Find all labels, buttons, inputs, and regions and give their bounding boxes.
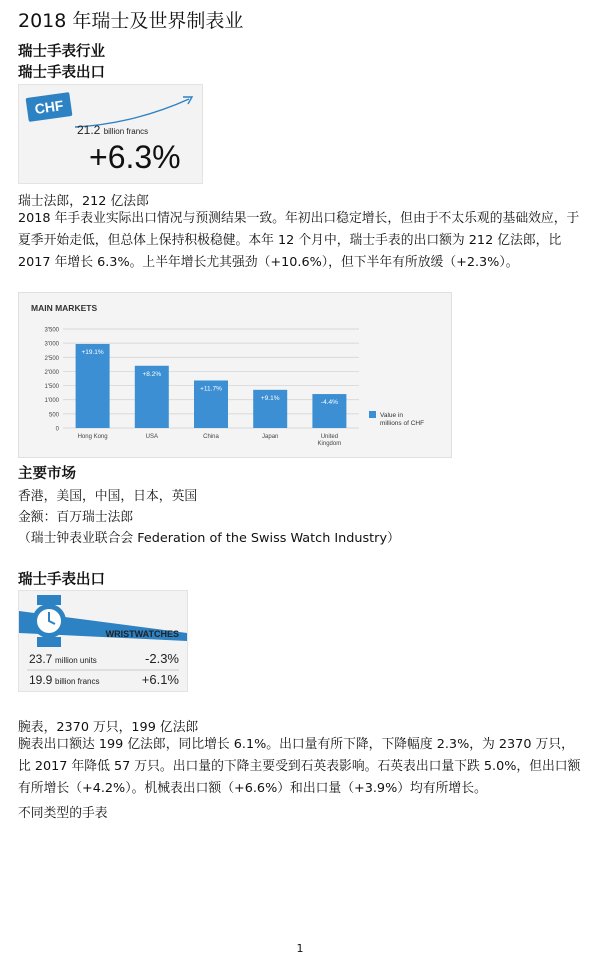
watch-caption: 腕表，2370 万只，199 亿法郎 xyxy=(18,720,199,735)
watch-paragraph: 腕表出口额达 199 亿法郎，同比增长 6.1%。出口量有所下降，下降幅度 2.3%，为 2370 万只，比 2017 年降低 57 万只。出口量的下降主要受到石英表影响。石英表出口量下跌 5.0%，但出口额有所增长（+4.2%）。机械表出口额（+6.6%）和出口量（+3.9%）均有所增长。 xyxy=(18,737,581,796)
bar-data-label: +9.1% xyxy=(260,394,280,402)
chf-amount-unit: billion francs xyxy=(103,127,149,136)
markets-list: 香港，美国，中国，日本，英国 xyxy=(18,489,198,504)
chf-badge: CHF xyxy=(26,92,73,122)
y-tick-label: 0 xyxy=(55,426,59,433)
units-change: -2.3% xyxy=(145,651,179,666)
chart-title: MAIN MARKETS xyxy=(31,303,98,313)
units-label: million units xyxy=(55,656,97,665)
wristwatches-figure xyxy=(18,590,188,692)
section-heading-industry: 瑞士手表行业 xyxy=(18,44,105,60)
chf-caption: 瑞士法郎，212 亿法郎 xyxy=(18,194,149,209)
legend-label: Value in xyxy=(380,412,404,419)
x-tick-label: United xyxy=(320,434,339,440)
x-tick-label: Japan xyxy=(262,434,279,440)
units-value: 23.7 xyxy=(29,652,53,666)
chf-amount xyxy=(77,123,148,137)
y-tick-label: 500 xyxy=(48,412,59,419)
page-number: 1 xyxy=(296,942,304,955)
bar-data-label: +19.1% xyxy=(81,348,104,356)
markets-heading: 主要市场 xyxy=(18,466,76,482)
y-tick-label: 1'000 xyxy=(44,398,59,405)
bar-data-label: +8.2% xyxy=(142,370,162,378)
watch-icon xyxy=(32,595,66,647)
chf-amount-value: 21.2 xyxy=(77,123,101,137)
chf-growth: +6.3% xyxy=(89,139,181,175)
y-tick-label: 3'000 xyxy=(44,341,59,348)
y-tick-label: 3'500 xyxy=(44,327,59,334)
exports-paragraph: 2018 年手表业实际出口情况与预测结果一致。年初出口稳定增长，但由于不太乐观的基础效应，于夏季开始走低，但总体上保持积极稳健。本年 12 个月中，瑞士手表的出口额为 212 亿法郎，比 2017 年增长 6.3%。上半年增长尤其强劲（+10.6%），但下半年有所放缓（+2.3%）。 xyxy=(18,211,580,270)
chf-export-figure xyxy=(18,84,203,184)
document-title: 2018 年瑞士及世界制表业 xyxy=(18,10,244,32)
wristwatches-title: WRISTWATCHES xyxy=(105,629,179,639)
main-markets-chart-svg xyxy=(19,293,451,457)
bar xyxy=(76,344,110,428)
x-tick-label: USA xyxy=(145,434,158,440)
francs-label: billion francs xyxy=(55,677,100,686)
y-tick-label: 2'500 xyxy=(44,355,59,362)
x-tick-label: China xyxy=(203,434,219,440)
markets-source: （瑞士钟表业联合会 Federation of the Swiss Watch Industry） xyxy=(18,531,400,546)
x-tick-label: Hong Kong xyxy=(77,434,108,440)
main-markets-chart xyxy=(18,292,452,458)
watch-heading: 瑞士手表出口 xyxy=(18,572,105,588)
watch-types: 不同类型的手表 xyxy=(18,806,108,821)
wristwatches-card-svg xyxy=(19,591,187,691)
bar-data-label: -4.4% xyxy=(320,399,338,407)
francs-value: 19.9 xyxy=(29,673,53,687)
bar-data-label: +11.7% xyxy=(200,385,222,393)
francs-change: +6.1% xyxy=(141,672,179,687)
x-tick-label: Kingdom xyxy=(317,441,342,447)
markets-amount: 金额：百万瑞士法郎 xyxy=(18,510,134,525)
section-heading-exports: 瑞士手表出口 xyxy=(18,65,105,81)
y-tick-label: 2'000 xyxy=(44,369,59,376)
y-tick-label: 1'500 xyxy=(44,384,59,391)
legend-swatch xyxy=(369,411,376,418)
legend-label: millions of CHF xyxy=(380,420,425,427)
